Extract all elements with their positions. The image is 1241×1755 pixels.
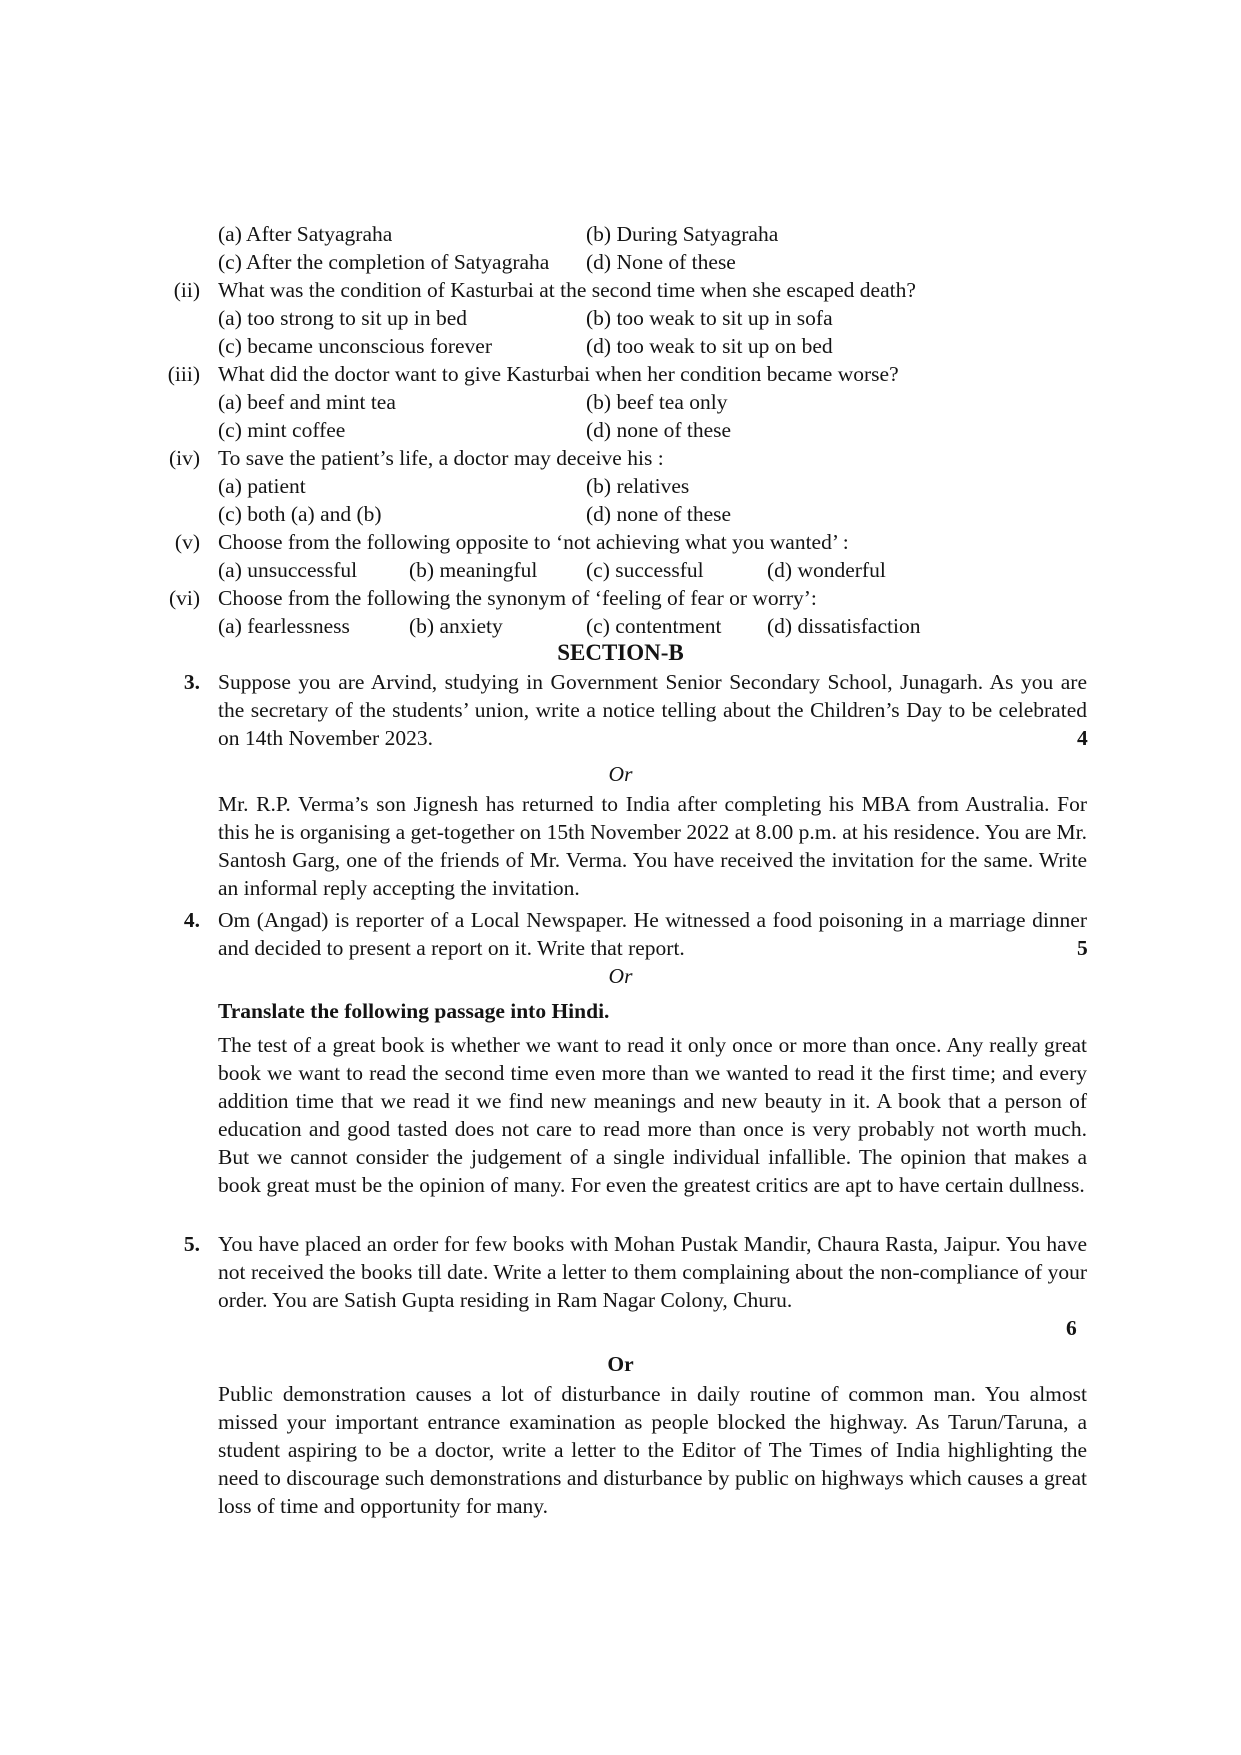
q2-iii-number: (iii) (167, 362, 200, 386)
q2-v-question: Choose from the following opposite to ‘not achieving what you wanted’ : (218, 530, 849, 554)
q2-vi-option-c: (c) contentment (586, 614, 722, 638)
q2-i-option-c: (c) After the completion of Satyagraha (218, 250, 550, 274)
q2-iv-question: To save the patient’s life, a doctor may deceive his : (218, 446, 664, 470)
q5-marks: 6 (1066, 1316, 1077, 1340)
q5-or: Or (607, 1352, 634, 1376)
q4-number: 4. (183, 908, 200, 932)
q2-i-option-d: (d) None of these (586, 250, 736, 274)
q2-iii-option-b: (b) beef tea only (586, 390, 728, 414)
q2-iv-option-b: (b) relatives (586, 474, 690, 498)
q2-iii-question: What did the doctor want to give Kasturbai when her condition became worse? (218, 362, 899, 386)
q5-text: You have placed an order for few books with Mohan Pustak Mandir, Chaura Rasta, Jaipur. You have not received the books till date. Write a letter to them complaining about the non-compliance of your order. You are Satish Gupta residing in Ram Nagar Colony, Churu. (218, 1232, 1087, 1312)
q2-v-option-b: (b) meaningful (409, 558, 538, 582)
q2-vi-number: (vi) (168, 586, 200, 610)
q2-ii-option-b: (b) too weak to sit up in sofa (586, 306, 833, 330)
q2-iv-option-c: (c) both (a) and (b) (218, 502, 382, 526)
q2-ii-question: What was the condition of Kasturbai at the second time when she escaped death? (218, 278, 916, 302)
q2-iii-option-c: (c) mint coffee (218, 418, 346, 442)
q2-ii-number: (ii) (173, 278, 200, 302)
q2-i-option-b: (b) During Satyagraha (586, 222, 779, 246)
q2-vi-question: Choose from the following the synonym of ‘feeling of fear or worry’: (218, 586, 817, 610)
q2-iii-option-a: (a) beef and mint tea (218, 390, 396, 414)
q2-v-number: (v) (174, 530, 200, 554)
q3-number: 3. (183, 670, 200, 694)
q4-translate-heading: Translate the following passage into Hindi. (218, 999, 610, 1023)
q4-or: Or (608, 964, 633, 988)
q5-number: 5. (183, 1232, 200, 1256)
q3-alternate-text: Mr. R.P. Verma’s son Jignesh has returned to India after completing his MBA from Australia. For this he is organising a get-together on 15th November 2022 at 8.00 p.m. at his residence. You are Mr. Santosh Garg, one of the friends of Mr. Verma. You have received the invitation for the same. Write an informal reply accepting the invitation. (218, 792, 1088, 900)
q2-ii-option-c: (c) became unconscious forever (218, 334, 492, 358)
q4-marks: 5 (1077, 936, 1088, 960)
q2-v-option-a: (a) unsuccessful (218, 558, 358, 582)
q2-v-option-d: (d) wonderful (767, 558, 886, 582)
q2-iii-option-d: (d) none of these (586, 418, 732, 442)
q2-vi-option-a: (a) fearlessness (218, 614, 350, 638)
q5-alternate-text: Public demonstration causes a lot of disturbance in daily routine of common man. You almost missed your important entrance examination as people blocked the highway. As Tarun/Taruna, a student aspiring to be a doctor, write a letter to the Editor of The Times of India highlighting the need to discourage such demonstrations and disturbance by public on highways which causes a great loss of time and opportunity for many. (218, 1382, 1087, 1518)
q3-text: Suppose you are Arvind, studying in Government Senior Secondary School, Junagarh. As you are the secretary of the students’ union, write a notice telling about the Children’s Day to be celebrated on 14th November 2023. (218, 670, 1087, 750)
q3-or: Or (608, 762, 633, 786)
q2-vi-option-d: (d) dissatisfaction (767, 614, 921, 638)
q4-passage: The test of a great book is whether we want to read it only once or more than once. Any really great book we want to read the second time even more than we wanted to read it the first time; and every addition time that we read it we find new meanings and new beauty in it. A book that a person of education and good tasted does not care to read more than once is very probably not worth much. But we cannot consider the judgement of a single individual infallible. The opinion that makes a book great must be the opinion of many. For even the greatest critics are apt to have certain dullness. (218, 1033, 1087, 1197)
q2-iv-option-a: (a) patient (218, 474, 306, 498)
q2-vi-option-b: (b) anxiety (409, 614, 503, 638)
q2-v-option-c: (c) successful (586, 558, 704, 582)
q2-ii-option-a: (a) too strong to sit up in bed (218, 306, 468, 330)
section-b-title: SECTION-B (557, 640, 684, 665)
q2-ii-option-d: (d) too weak to sit up on bed (586, 334, 833, 358)
q2-i-option-a: (a) After Satyagraha (218, 222, 393, 246)
q4-text: Om (Angad) is reporter of a Local Newspaper. He witnessed a food poisoning in a marriage dinner and decided to present a report on it. Write that report. (218, 908, 1087, 960)
q3-marks: 4 (1077, 726, 1088, 750)
q2-iv-number: (iv) (168, 446, 200, 470)
q2-iv-option-d: (d) none of these (586, 502, 732, 526)
